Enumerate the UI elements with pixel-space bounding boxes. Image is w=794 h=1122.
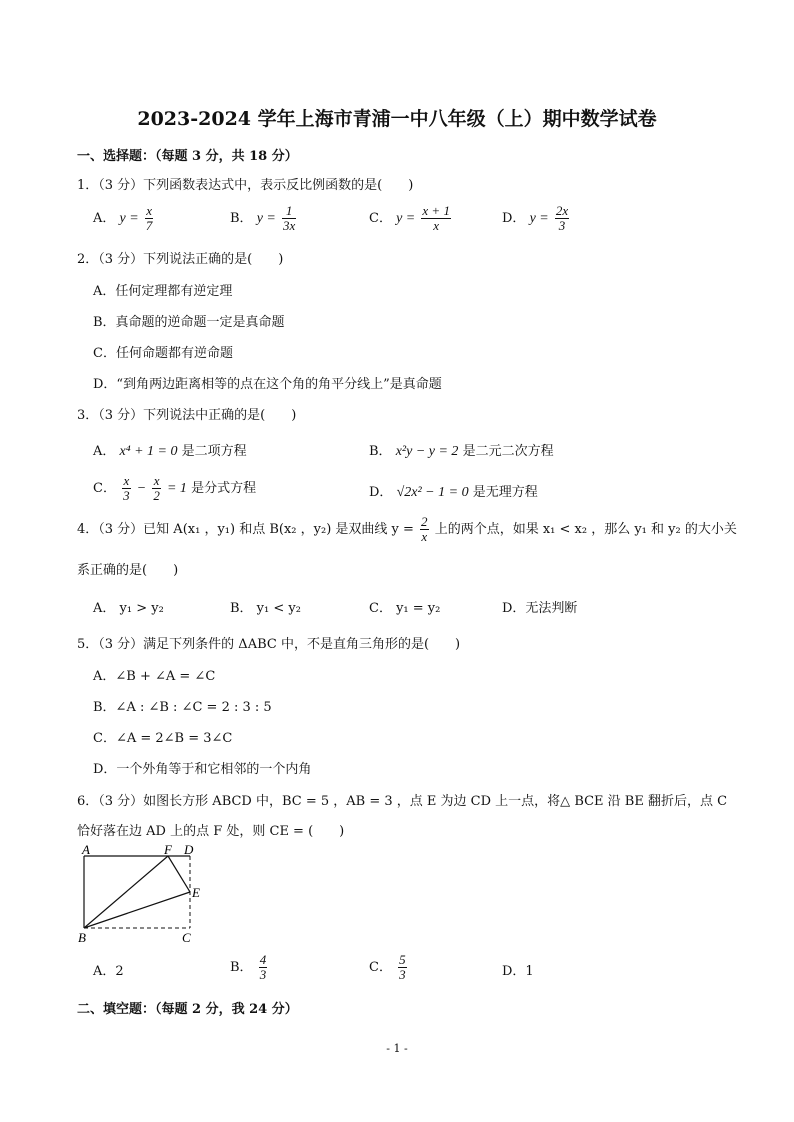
option-fraction: $\frac{2x}{3}$ xyxy=(555,203,569,233)
option-math: √2x² − 1 = 0 xyxy=(396,485,469,500)
option-label: C． xyxy=(93,481,116,496)
option-text: 是分式方程 xyxy=(191,481,257,496)
question-4-stem-line2: 系正确的是( ) xyxy=(77,563,179,578)
label-d: D xyxy=(184,842,194,857)
question-4-option-d: D．无法判断 xyxy=(502,601,578,616)
option-label: A． xyxy=(93,444,116,459)
question-3-stem: 3．（3 分）下列说法中正确的是( ) xyxy=(77,408,297,423)
option-lhs: y = xyxy=(119,211,139,226)
question-4-option-b: B． y₁ < y₂ xyxy=(230,601,301,616)
option-minus: − xyxy=(136,481,147,496)
option-fraction: $\frac{x}{3}$ xyxy=(123,473,130,503)
option-text: 是无理方程 xyxy=(472,485,538,500)
option-lhs: y = xyxy=(529,211,549,226)
question-4-option-c: C． y₁ = y₂ xyxy=(369,601,441,616)
option-label: D． xyxy=(369,485,393,500)
question-1-option-a xyxy=(93,204,155,233)
label-e: E xyxy=(192,885,200,900)
question-2-option-a: A．任何定理都有逆定理 xyxy=(93,284,233,299)
option-math: = 1 xyxy=(166,481,187,496)
question-1-stem: 1．（3 分）下列函数表达式中，表示反比例函数的是( ) xyxy=(77,178,414,193)
question-6-option-c xyxy=(369,953,409,982)
question-4-stem-part-a: 4．（3 分）已知 A(x₁ ，y₁) 和点 B(x₂ ，y₂) 是双曲线 y = xyxy=(77,522,414,537)
segment-fe xyxy=(168,856,190,892)
page-number: - 1 - xyxy=(386,1042,408,1055)
question-1-option-d xyxy=(502,204,571,233)
label-c: C xyxy=(182,930,191,945)
option-label: B． xyxy=(230,211,253,226)
question-4-option-a: A． y₁ > y₂ xyxy=(93,601,164,616)
label-a: A xyxy=(82,842,90,857)
rectangle-fold-figure xyxy=(76,842,206,946)
option-text: 是二元二次方程 xyxy=(462,444,554,459)
question-2-option-b: B．真命题的逆命题一定是真命题 xyxy=(93,315,285,330)
section-heading-fill-in: 二、填空题：（每题 2 分，我 24 分） xyxy=(77,1002,298,1017)
segment-bf xyxy=(84,856,168,928)
option-math: x⁴ + 1 = 0 xyxy=(119,444,178,459)
question-3-option-b xyxy=(369,440,554,460)
question-5-option-a: A．∠B + ∠A = ∠C xyxy=(93,669,216,684)
option-fraction: $\frac{x}{2}$ xyxy=(153,473,160,503)
question-6-option-a: A．2 xyxy=(93,964,124,979)
option-label: B． xyxy=(230,960,253,975)
option-label: C． xyxy=(369,960,392,975)
option-label: D． xyxy=(502,211,526,226)
page-title: 2023-2024 学年上海市青浦一中八年级（上）期中数学试卷 xyxy=(137,108,657,130)
question-3-option-c xyxy=(93,474,256,503)
question-3-option-d xyxy=(369,481,538,501)
option-lhs: y = xyxy=(256,211,276,226)
question-4-stem-part-b: 上的两个点，如果 x₁ < x₂ ，那么 y₁ 和 y₂ 的大小关 xyxy=(434,522,737,537)
label-f: F xyxy=(164,842,172,857)
option-fraction: $\frac{1}{3x}$ xyxy=(283,203,296,233)
question-1-option-c xyxy=(369,204,453,233)
question-6-stem-line2: 恰好落在边 AD 上的点 F 处，则 CE = ( ) xyxy=(77,824,345,839)
segment-be xyxy=(84,892,190,928)
option-fraction: $\frac{4}{3}$ xyxy=(259,952,267,982)
question-2-option-d: D．“到角两边距离相等的点在这个角的角平分线上”是真命题 xyxy=(93,377,442,392)
section-heading-choice: 一、选择题：（每题 3 分，共 18 分） xyxy=(77,149,298,164)
option-label: B． xyxy=(369,444,392,459)
option-lhs: y = xyxy=(396,211,416,226)
option-math: x²y − y = 2 xyxy=(395,444,459,459)
option-text: 是二项方程 xyxy=(181,444,247,459)
option-label: C． xyxy=(369,211,392,226)
question-6-option-d: D．1 xyxy=(502,964,534,979)
question-5-option-b: B．∠A : ∠B : ∠C = 2 : 3 : 5 xyxy=(93,700,272,715)
question-3-option-a xyxy=(93,440,247,460)
question-6-option-b xyxy=(230,953,269,982)
hyperbola-fraction: $\frac{2}{x}$ xyxy=(421,514,428,544)
question-5-option-c: C．∠A = 2∠B = 3∠C xyxy=(93,731,233,746)
question-5-stem: 5．（3 分）满足下列条件的 ΔABC 中，不是直角三角形的是( ) xyxy=(77,637,461,652)
question-5-option-d: D．一个外角等于和它相邻的一个内角 xyxy=(93,762,312,777)
option-label: A． xyxy=(93,211,116,226)
option-fraction: $\frac{x}{7}$ xyxy=(145,203,153,233)
question-6-stem-line1: 6．（3 分）如图长方形 ABCD 中，BC = 5 ，AB = 3 ，点 E 为边 CD 上一点，将△ BCE 沿 BE 翻折后，点 C xyxy=(77,794,728,809)
question-4-stem-line1 xyxy=(77,515,737,544)
option-fraction: $\frac{x + 1}{x}$ xyxy=(422,203,450,233)
option-fraction: $\frac{5}{3}$ xyxy=(399,952,406,982)
label-b: B xyxy=(78,930,86,945)
question-1-option-b xyxy=(230,204,298,233)
question-2-stem: 2．（3 分）下列说法正确的是( ) xyxy=(77,252,284,267)
question-2-option-c: C．任何命题都有逆命题 xyxy=(93,346,233,361)
